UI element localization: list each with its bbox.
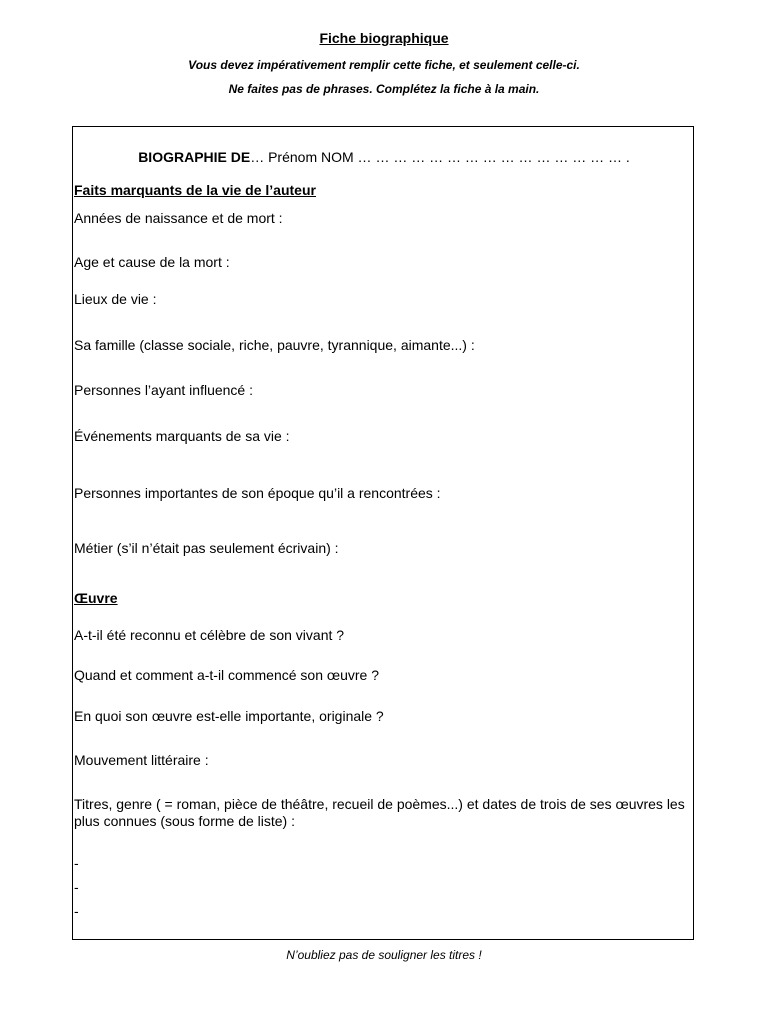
field-important-people-met: Personnes importantes de son époque qu’il a rencontrées :: [74, 485, 441, 501]
field-recognition: A-t-il été reconnu et célèbre de son vivant ?: [74, 627, 345, 643]
list-dash: -: [74, 879, 79, 895]
field-family: Sa famille (classe sociale, riche, pauvre, tyrannique, aimante...) :: [74, 337, 475, 353]
field-titles-genre-dates: Titres, genre ( = roman, pièce de théâtre, recueil de poèmes...) et dates de trois de ses œuvres les plus connues (sous forme de liste) :: [74, 796, 685, 829]
footer-note: N’oubliez pas de souligner les titres !: [286, 948, 482, 962]
field-birth-death-years: Années de naissance et de mort :: [74, 210, 283, 226]
field-key-events: Événements marquants de sa vie :: [74, 428, 290, 444]
field-beginning-of-work: Quand et comment a-t-il commencé son œuvre ?: [74, 667, 380, 683]
biography-header: [74, 149, 694, 165]
section-heading-work: Œuvre: [74, 590, 118, 606]
instruction-line-1: Vous devez impérativement remplir cette fiche, et seulement celle-ci.: [188, 58, 580, 72]
section-heading-life: Faits marquants de la vie de l’auteur: [74, 182, 316, 198]
instruction-line-2: Ne faites pas de phrases. Complétez la fiche à la main.: [228, 82, 540, 96]
field-importance-originality: En quoi son œuvre est-elle importante, originale ?: [74, 708, 384, 724]
field-age-cause-death: Age et cause de la mort :: [74, 254, 230, 270]
biography-name-placeholder: … Prénom NOM … … … … … … … … … … … … … … … .: [250, 149, 630, 165]
field-influences: Personnes l’ayant influencé :: [74, 382, 253, 398]
field-profession: Métier (s’il n’était pas seulement écrivain) :: [74, 540, 339, 556]
field-literary-movement: Mouvement littéraire :: [74, 752, 209, 768]
field-places-of-life: Lieux de vie :: [74, 291, 157, 307]
page-title: Fiche biographique: [319, 30, 449, 46]
list-dash: -: [74, 903, 79, 919]
biography-label: BIOGRAPHIE DE: [138, 149, 251, 165]
list-dash: -: [74, 855, 79, 871]
